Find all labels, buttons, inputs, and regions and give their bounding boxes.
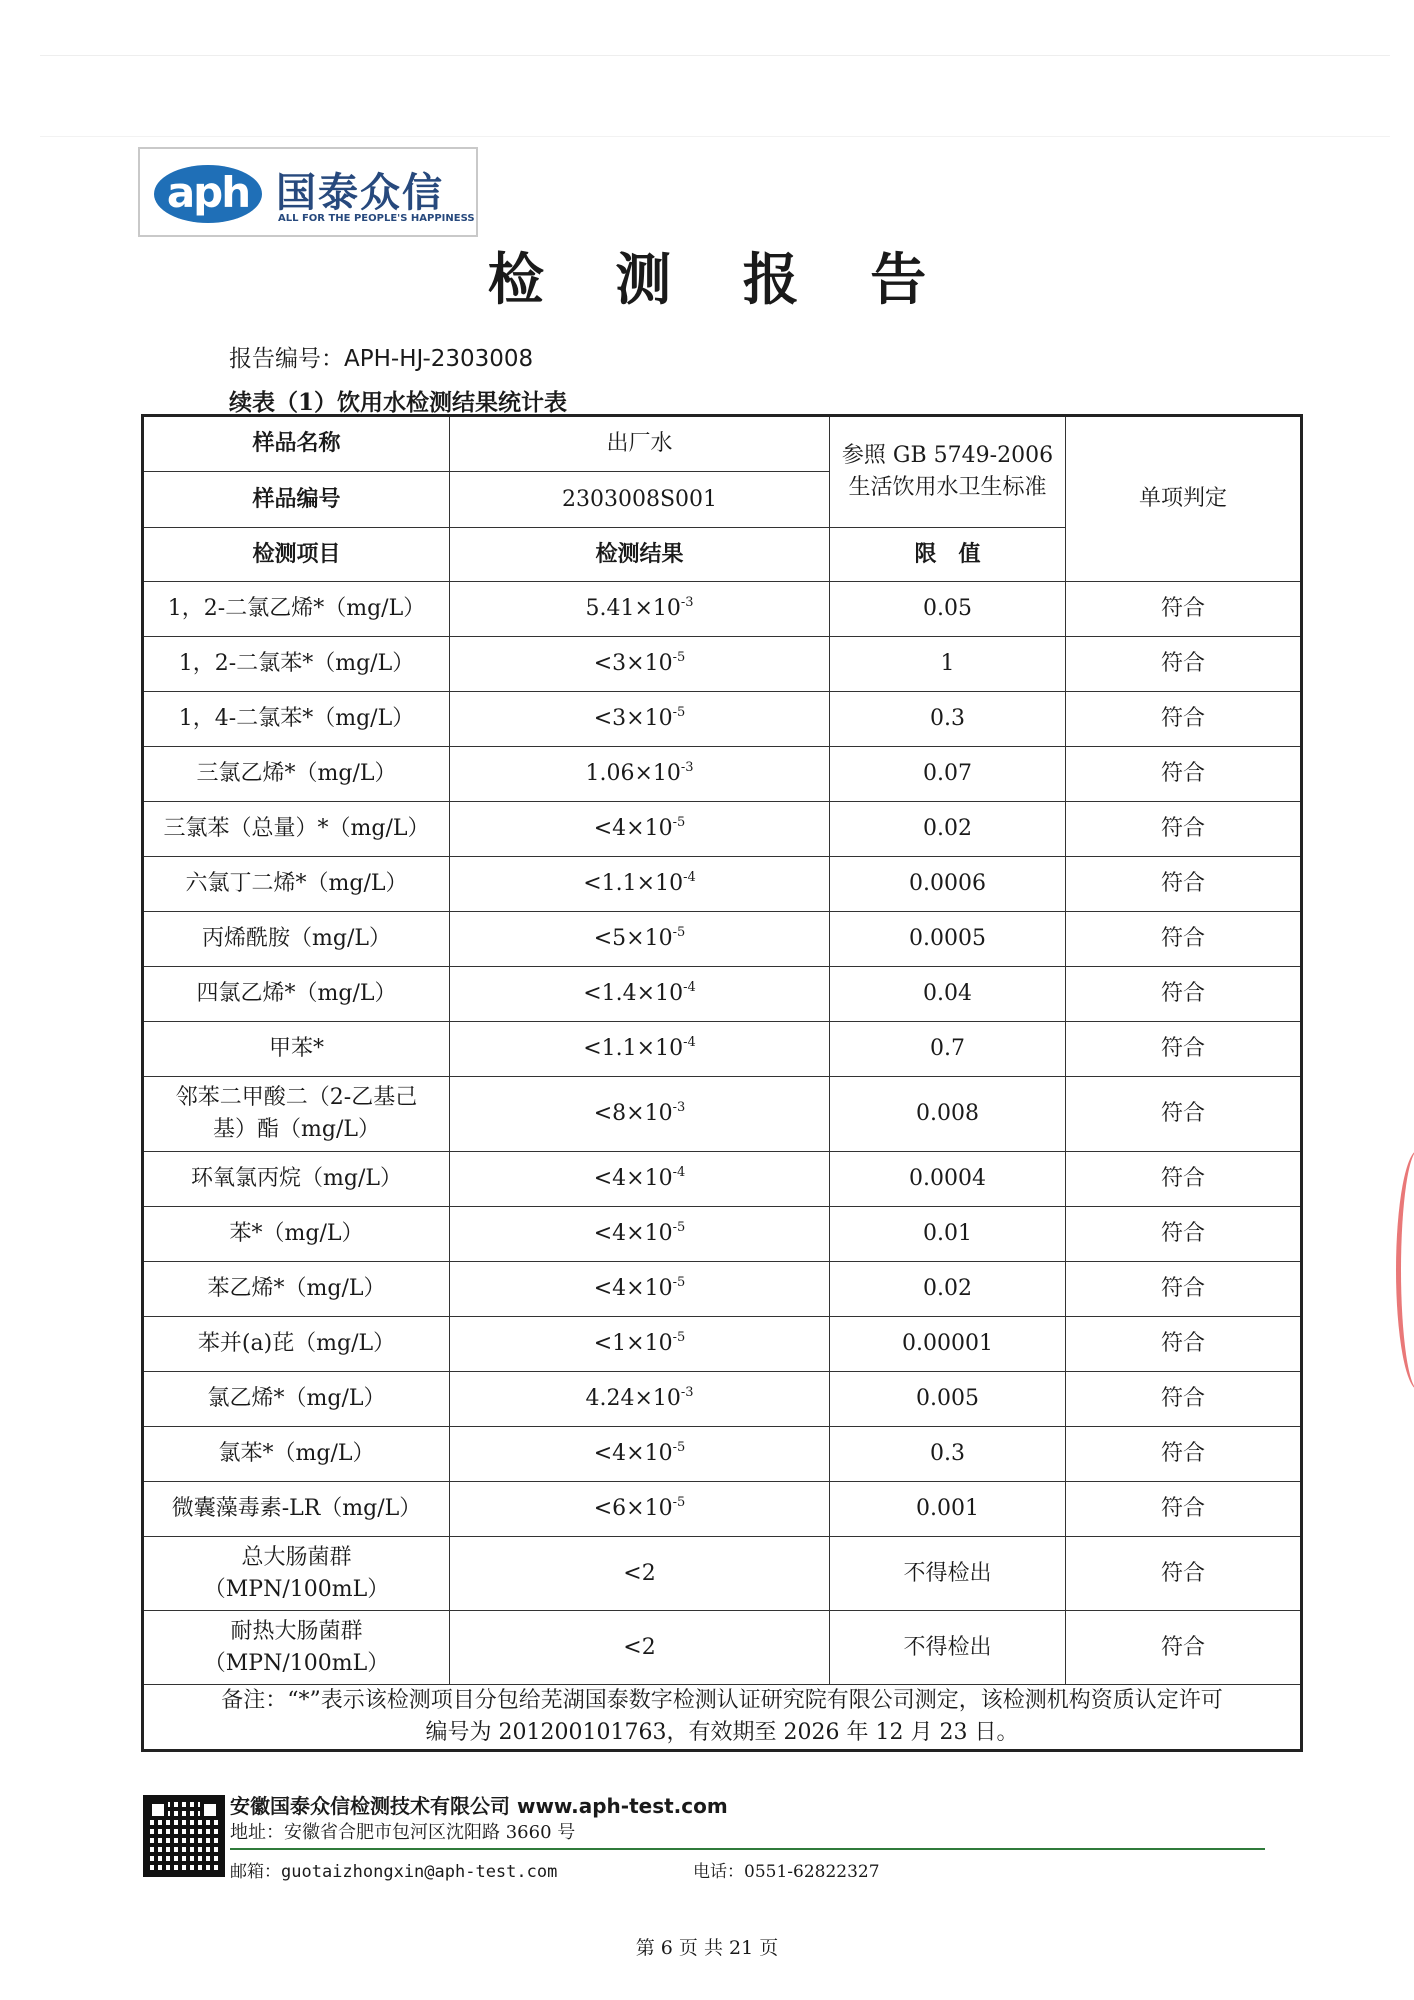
result-value: <8×10 <box>593 1101 673 1127</box>
result-value: 4.24×10 <box>585 1386 681 1412</box>
result-cell <box>450 1427 830 1482</box>
result-value: 5.41×10 <box>585 596 681 622</box>
email-address: guotaizhongxin@aph-test.com <box>281 1862 558 1882</box>
limit-cell: 0.01 <box>830 1207 1066 1262</box>
verdict-cell: 符合 <box>1066 1537 1302 1611</box>
result-exponent: -4 <box>683 980 696 996</box>
result-exponent: -5 <box>672 1220 686 1236</box>
limit-cell: 0.005 <box>830 1372 1066 1427</box>
table-row <box>143 1022 1302 1077</box>
result-cell <box>450 857 830 912</box>
table-row <box>143 1207 1302 1262</box>
page-number: 第 6 页 共 21 页 <box>635 1937 779 1959</box>
result-value: <3×10 <box>593 651 673 677</box>
footer-phone: 电话：0551-62822327 <box>693 1862 880 1882</box>
limit-cell: 0.3 <box>830 692 1066 747</box>
result-value: <4×10 <box>593 1276 673 1302</box>
limit-cell: 不得检出 <box>830 1537 1066 1611</box>
table-row <box>143 582 1302 637</box>
result-value: <2 <box>623 1560 656 1586</box>
verdict-cell: 符合 <box>1066 967 1302 1022</box>
limit-cell: 0.07 <box>830 747 1066 802</box>
verdict-cell: 符合 <box>1066 802 1302 857</box>
item-cell: 甲苯* <box>143 1022 450 1077</box>
item-cell: 苯*（mg/L） <box>143 1207 450 1262</box>
result-cell <box>450 1482 830 1537</box>
table-row <box>143 637 1302 692</box>
table-row <box>143 1427 1302 1482</box>
item-cell: 丙烯酰胺（mg/L） <box>143 912 450 967</box>
result-cell <box>450 1372 830 1427</box>
result-value: <1.1×10 <box>583 871 684 897</box>
table-row <box>143 1077 1302 1152</box>
result-exponent: -4 <box>672 1165 686 1181</box>
result-header: 检测结果 <box>450 528 830 582</box>
result-cell <box>450 747 830 802</box>
result-value: <4×10 <box>593 1221 673 1247</box>
logo-slogan: ALL FOR THE PEOPLE'S HAPPINESS <box>278 213 475 224</box>
result-value: <2 <box>623 1634 656 1660</box>
result-exponent: -3 <box>680 595 694 611</box>
item-cell: 四氯乙烯*（mg/L） <box>143 967 450 1022</box>
results-table <box>141 414 1303 1752</box>
table-row <box>143 1372 1302 1427</box>
sample-name-value: 出厂水 <box>450 416 830 472</box>
email-label: 邮箱： <box>230 1862 281 1882</box>
verdict-cell: 符合 <box>1066 1317 1302 1372</box>
limit-cell: 0.02 <box>830 802 1066 857</box>
result-value: <1.1×10 <box>583 1036 684 1062</box>
result-exponent: -5 <box>672 1495 686 1511</box>
verdict-cell: 符合 <box>1066 582 1302 637</box>
remarks-line-1: 备注：“*”表示该检测项目分包给芜湖国泰数字检测认证研究院有限公司测定，该检测机构资质认定许可 <box>221 1688 1223 1713</box>
limit-cell: 0.008 <box>830 1077 1066 1152</box>
result-value: <1×10 <box>593 1331 673 1357</box>
result-exponent: -5 <box>672 925 686 941</box>
table-row <box>143 912 1302 967</box>
page-title: 检 测 报 告 <box>487 247 953 313</box>
result-cell <box>450 1262 830 1317</box>
item-cell: 耐热大肠菌群（MPN/100mL） <box>143 1611 450 1685</box>
result-cell <box>450 967 830 1022</box>
item-cell: 总大肠菌群（MPN/100mL） <box>143 1537 450 1611</box>
sample-id-value: 2303008S001 <box>450 472 830 528</box>
result-cell <box>450 692 830 747</box>
verdict-cell: 符合 <box>1066 1611 1302 1685</box>
item-cell: 三氯苯（总量）*（mg/L） <box>143 802 450 857</box>
item-cell: 氯苯*（mg/L） <box>143 1427 450 1482</box>
logo-name: 国泰众信 <box>276 170 444 216</box>
verdict-cell: 符合 <box>1066 1262 1302 1317</box>
logo-mark: aph <box>154 165 262 223</box>
limit-cell: 不得检出 <box>830 1611 1066 1685</box>
table-row <box>143 692 1302 747</box>
result-cell <box>450 912 830 967</box>
remarks-cell <box>143 1685 1302 1751</box>
limit-cell: 0.3 <box>830 1427 1066 1482</box>
limit-cell: 0.001 <box>830 1482 1066 1537</box>
results-table-body <box>143 416 1302 1751</box>
limit-cell: 0.00001 <box>830 1317 1066 1372</box>
footer-email <box>230 1857 557 1882</box>
verdict-cell: 符合 <box>1066 912 1302 967</box>
verdict-cell: 符合 <box>1066 692 1302 747</box>
verdict-cell: 符合 <box>1066 1207 1302 1262</box>
limit-cell: 0.02 <box>830 1262 1066 1317</box>
table-row <box>143 967 1302 1022</box>
table-row <box>143 1152 1302 1207</box>
result-value: <6×10 <box>593 1496 673 1522</box>
footer-address: 地址：安徽省合肥市包河区沈阳路 3660 号 <box>230 1822 576 1843</box>
result-cell <box>450 802 830 857</box>
table-row <box>143 1262 1302 1317</box>
footer-divider <box>230 1848 1265 1850</box>
result-value: <3×10 <box>593 706 673 732</box>
item-header: 检测项目 <box>143 528 450 582</box>
report-number: 报告编号：APH-HJ-2303008 <box>229 346 534 372</box>
company-name: 安徽国泰众信检测技术有限公司 <box>230 1794 510 1818</box>
verdict-cell: 符合 <box>1066 1482 1302 1537</box>
result-value: <5×10 <box>593 926 673 952</box>
result-exponent: -3 <box>680 760 694 776</box>
verdict-cell: 符合 <box>1066 637 1302 692</box>
result-cell <box>450 637 830 692</box>
table-row <box>143 802 1302 857</box>
item-cell: 微囊藻毒素-LR（mg/L） <box>143 1482 450 1537</box>
table-caption: 续表（1）饮用水检测结果统计表 <box>229 389 568 416</box>
item-cell: 1，2-二氯乙烯*（mg/L） <box>143 582 450 637</box>
limit-cell: 0.05 <box>830 582 1066 637</box>
remarks-line-2: 编号为 201200101763，有效期至 2026 年 12 月 23 日。 <box>425 1719 1019 1745</box>
result-exponent: -5 <box>672 1275 686 1291</box>
result-exponent: -3 <box>680 1385 694 1401</box>
table-row <box>143 1317 1302 1372</box>
result-cell <box>450 1317 830 1372</box>
result-exponent: -3 <box>672 1100 686 1116</box>
scan-artifact-band <box>40 55 1390 137</box>
result-exponent: -4 <box>683 870 696 886</box>
sample-id-label: 样品编号 <box>143 472 450 528</box>
result-value: 1.06×10 <box>585 761 681 787</box>
table-row <box>143 747 1302 802</box>
result-cell <box>450 1537 830 1611</box>
verdict-cell: 符合 <box>1066 1077 1302 1152</box>
result-cell <box>450 582 830 637</box>
limit-header: 限 值 <box>830 528 1066 582</box>
result-value: <4×10 <box>593 1166 673 1192</box>
limit-cell: 0.04 <box>830 967 1066 1022</box>
item-cell: 六氯丁二烯*（mg/L） <box>143 857 450 912</box>
judgement-header: 单项判定 <box>1066 416 1302 582</box>
table-row <box>143 1482 1302 1537</box>
table-row <box>143 1611 1302 1685</box>
company-logo <box>138 147 478 237</box>
result-value: <4×10 <box>593 816 673 842</box>
note-row <box>143 1685 1302 1751</box>
table-row <box>143 1537 1302 1611</box>
item-cell: 环氧氯丙烷（mg/L） <box>143 1152 450 1207</box>
item-cell: 邻苯二甲酸二（2-乙基己基）酯（mg/L） <box>143 1077 450 1152</box>
header-row-sample-name <box>143 416 1302 472</box>
verdict-cell: 符合 <box>1066 1372 1302 1427</box>
result-cell <box>450 1207 830 1262</box>
sample-name-label: 样品名称 <box>143 416 450 472</box>
limit-cell: 1 <box>830 637 1066 692</box>
qr-code-icon <box>143 1795 225 1877</box>
item-cell: 三氯乙烯*（mg/L） <box>143 747 450 802</box>
item-cell: 1，4-二氯苯*（mg/L） <box>143 692 450 747</box>
red-seal-fragment <box>1396 1150 1414 1390</box>
result-value: <1.4×10 <box>583 981 684 1007</box>
verdict-cell: 符合 <box>1066 1427 1302 1482</box>
reference-standard: 参照 GB 5749-2006 生活饮用水卫生标准 <box>830 416 1066 528</box>
limit-cell: 0.0004 <box>830 1152 1066 1207</box>
item-cell: 氯乙烯*（mg/L） <box>143 1372 450 1427</box>
verdict-cell: 符合 <box>1066 857 1302 912</box>
result-cell <box>450 1022 830 1077</box>
verdict-cell: 符合 <box>1066 1152 1302 1207</box>
verdict-cell: 符合 <box>1066 1022 1302 1077</box>
result-cell <box>450 1611 830 1685</box>
result-exponent: -5 <box>672 1440 686 1456</box>
result-exponent: -4 <box>683 1035 696 1051</box>
item-cell: 苯乙烯*（mg/L） <box>143 1262 450 1317</box>
footer-company <box>230 1790 728 1819</box>
result-exponent: -5 <box>672 650 686 666</box>
limit-cell: 0.0006 <box>830 857 1066 912</box>
item-cell: 苯并(a)芘（mg/L） <box>143 1317 450 1372</box>
verdict-cell: 符合 <box>1066 747 1302 802</box>
company-website: www.aph-test.com <box>516 1794 728 1818</box>
result-exponent: -5 <box>672 1330 686 1346</box>
item-cell: 1，2-二氯苯*（mg/L） <box>143 637 450 692</box>
result-cell <box>450 1077 830 1152</box>
limit-cell: 0.7 <box>830 1022 1066 1077</box>
result-value: <4×10 <box>593 1441 673 1467</box>
result-exponent: -5 <box>672 705 686 721</box>
result-exponent: -5 <box>672 815 686 831</box>
table-row <box>143 857 1302 912</box>
limit-cell: 0.0005 <box>830 912 1066 967</box>
result-cell <box>450 1152 830 1207</box>
